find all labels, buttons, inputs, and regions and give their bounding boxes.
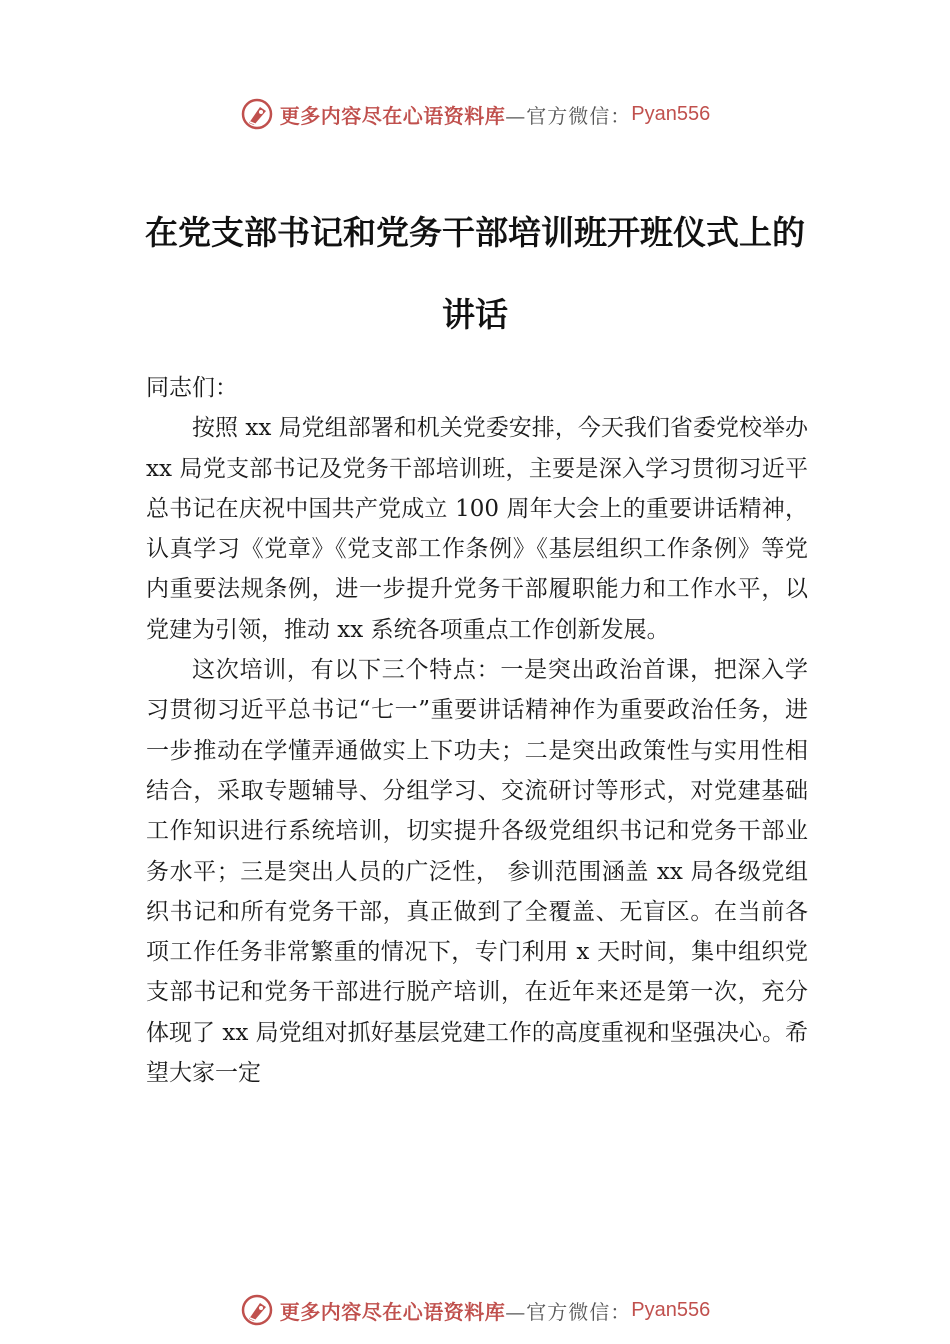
footer-brand-text: 更多内容尽在心语资料库 [279,1299,506,1324]
banner-wechat-id: Pyan556 [631,102,711,125]
salutation: 同志们： [146,375,238,401]
footer-official-text: —官方微信： [505,1299,632,1324]
paragraph-2: 这次培训，有以下三个特点：一是突出政治首课，把深入学习贯彻习近平总书记“七一”重要讲话精神作为重要政治任务，进一步推动在学懂弄通做实上下功夫；二是突出政策性与实用性相结合，采取专题辅导、分组学习、交流研讨等形式，对党建基础工作知识进行系统培训，切实提升各级党组织书记和党务干部业务水平；三是突出人员的广泛性， 参训范围涵盖 xx 局各级党组织书记和所有党务干部，真正做到了全覆盖、无盲区。在当前各项工作任务非常繁重的情况下，专门利用 x 天时间，集中组织党支部书记和党务干部进行脱产培训，在近年来还是第一次，充分体现了 xx 局党组对抓好基层党建工作的高度重视和坚强决心。希望大家一定 [146,657,808,1087]
header-banner [0,94,950,134]
document-body [146,368,808,1093]
document-title: 在党支部书记和党务干部培训班开班仪式上的讲话 [145,213,805,334]
footer-banner [0,1290,950,1330]
banner-brand-text: 更多内容尽在心语资料库 [279,103,506,128]
paragraph-1: 按照 xx 局党组部署和机关党委安排，今天我们省委党校举办 xx 局党支部书记及党务干部培训班，主要是深入学习贯彻习近平总书记在庆祝中国共产党成立 100 周年大会上的重要讲话精神，认真学习《党章》《党支部工作条例》《基层组织工作条例》等党内重要法规条例，进一步提升党务干部履职能力和工作水平，以党建为引领，推动 xx 系统各项重点工作创新发展。 [146,415,808,643]
banner-official-text: —官方微信： [505,103,632,128]
pen-nib-icon [240,97,274,131]
pen-nib-icon [240,1293,274,1327]
footer-wechat-id: Pyan556 [631,1298,711,1321]
